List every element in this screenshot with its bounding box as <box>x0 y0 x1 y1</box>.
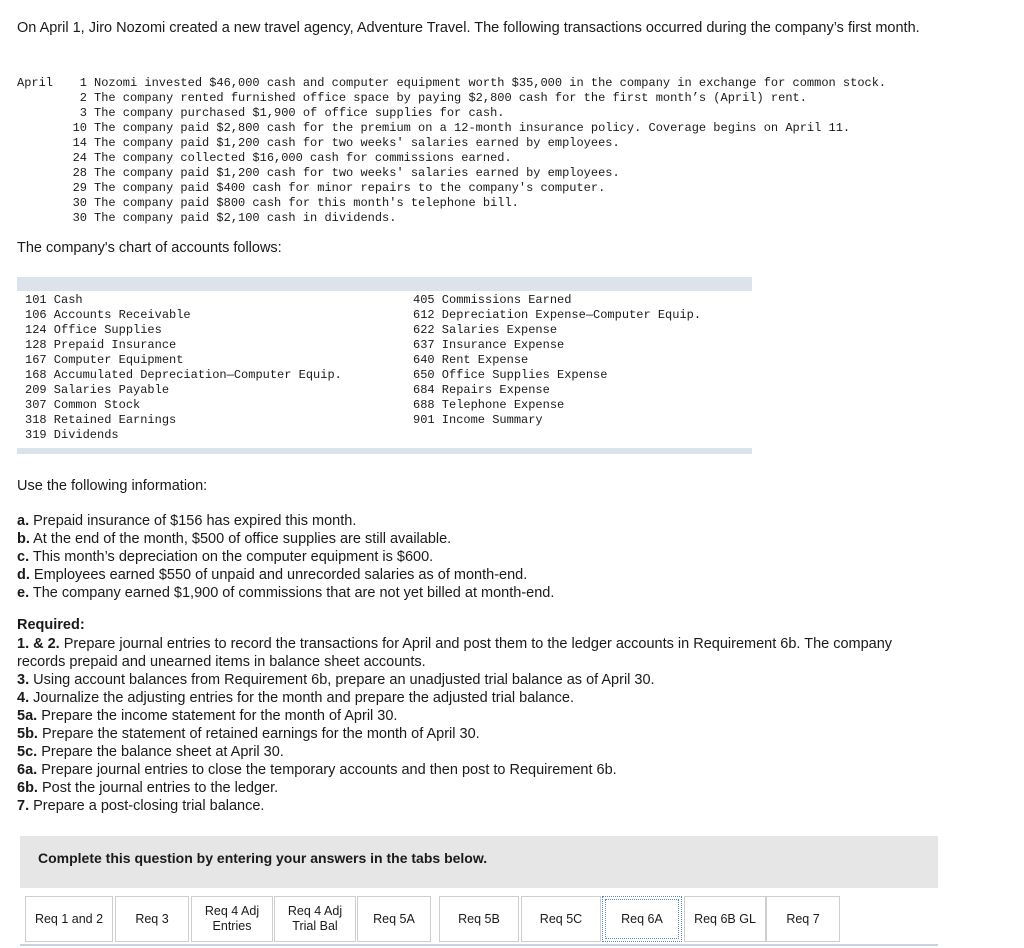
transaction-row <box>17 91 886 106</box>
transaction-month <box>17 196 67 211</box>
required-heading: Required: <box>17 617 85 633</box>
transaction-text: The company paid $1,200 cash for two weeks' salaries earned by employees. <box>94 136 620 150</box>
required-item-text: Prepare journal entries to record the transactions for April and post them to the ledger accounts in Requirement 6b. The company records prepaid and unearned items in balance sheet accounts. <box>17 636 893 670</box>
transaction-row <box>17 76 886 91</box>
transaction-text: The company paid $2,800 cash for the premium on a 12-month insurance policy. Coverage begins on April 11. <box>94 121 851 135</box>
account-item: 622 Salaries Expense <box>413 323 558 337</box>
transaction-text: The company purchased $1,900 of office supplies for cash. <box>94 106 505 120</box>
info-item <box>17 584 554 602</box>
transaction-day: 10 <box>72 121 87 135</box>
table-footer-bar <box>17 448 752 454</box>
transaction-month <box>17 211 67 226</box>
account-item: 124 Office Supplies <box>25 323 162 337</box>
account-item: 209 Salaries Payable <box>25 383 170 397</box>
required-item-label: 4. <box>17 690 30 706</box>
transaction-text: Nozomi invested $46,000 cash and computer equipment worth $35,000 in the company in exchange for common stock. <box>94 76 887 90</box>
tab-req-7[interactable]: Req 7 <box>766 896 840 942</box>
required-item-text: Using account balances from Requirement 6b, prepare an unadjusted trial balance as of April 30. <box>33 672 655 688</box>
required-item-text: Prepare a post-closing trial balance. <box>33 798 265 814</box>
transactions-table <box>17 76 886 226</box>
required-item <box>17 779 917 797</box>
required-item-label: 5a. <box>17 708 38 724</box>
info-item <box>17 530 554 548</box>
transaction-row <box>17 196 886 211</box>
account-item: 167 Computer Equipment <box>25 353 184 367</box>
transaction-text: The company rented furnished office space by paying $2,800 cash for the first month’s (April) rent. <box>94 91 807 105</box>
transaction-month: April <box>17 76 54 90</box>
account-item: 168 Accumulated Depreciation—Computer Equip. <box>25 368 342 382</box>
account-item: 637 Insurance Expense <box>413 338 565 352</box>
required-item <box>17 707 917 725</box>
tab-req-4-adj-trial-bal[interactable]: Req 4 Adj Trial Bal <box>274 896 356 942</box>
required-item <box>17 761 917 779</box>
required-item <box>17 725 917 743</box>
information-heading: Use the following information: <box>17 478 208 494</box>
transaction-text: The company collected $16,000 cash for commissions earned. <box>94 151 512 165</box>
transaction-row <box>17 136 886 151</box>
chart-of-accounts-heading: The company's chart of accounts follows: <box>17 240 282 256</box>
transaction-row <box>17 166 886 181</box>
required-item <box>17 671 917 689</box>
transaction-day: 2 <box>79 91 87 105</box>
tab-req-5a[interactable]: Req 5A <box>357 896 431 942</box>
information-list <box>17 512 554 602</box>
required-item-label: 5b. <box>17 726 38 742</box>
required-list <box>17 635 917 815</box>
transaction-row <box>17 151 886 166</box>
transaction-day: 1 <box>79 76 87 90</box>
table-header-bar <box>17 277 752 291</box>
required-item-text: Post the journal entries to the ledger. <box>41 780 279 796</box>
transaction-text: The company paid $400 cash for minor repairs to the company's computer. <box>94 181 606 195</box>
account-item: 684 Repairs Expense <box>413 383 550 397</box>
required-item-label: 7. <box>17 798 30 814</box>
tab-req-5b[interactable]: Req 5B <box>439 896 519 942</box>
required-item <box>17 797 917 815</box>
info-item <box>17 566 554 584</box>
required-item-label: 5c. <box>17 744 38 760</box>
transaction-text: The company paid $2,100 cash in dividends. <box>94 211 397 225</box>
tab-req-6b-gl[interactable]: Req 6B GL <box>684 896 766 942</box>
account-item: 650 Office Supplies Expense <box>413 368 608 382</box>
required-item-text: Prepare the statement of retained earnings for the month of April 30. <box>41 726 480 742</box>
tab-req-3[interactable]: Req 3 <box>115 896 189 942</box>
account-item: 688 Telephone Expense <box>413 398 565 412</box>
transaction-month <box>17 91 67 106</box>
transaction-day: 24 <box>72 151 87 165</box>
account-item: 318 Retained Earnings <box>25 413 177 427</box>
account-item: 612 Depreciation Expense—Computer Equip. <box>413 308 702 322</box>
transaction-day: 29 <box>72 181 87 195</box>
tab-req-5c[interactable]: Req 5C <box>521 896 601 942</box>
account-item: 101 Cash <box>25 293 83 307</box>
accounts-column-left <box>25 293 342 443</box>
required-item-text: Prepare journal entries to close the temporary accounts and then post to Requirement 6b. <box>41 762 617 778</box>
transaction-row <box>17 121 886 136</box>
account-item: 307 Common Stock <box>25 398 141 412</box>
transaction-month <box>17 166 67 181</box>
transaction-row <box>17 181 886 196</box>
info-item <box>17 512 554 530</box>
intro-text: On April 1, Jiro Nozomi created a new travel agency, Adventure Travel. The following transactions occurred during the company’s first month. <box>17 20 920 36</box>
transaction-month <box>17 181 67 196</box>
required-item-text: Prepare the income statement for the month of April 30. <box>41 708 398 724</box>
transaction-row <box>17 106 886 121</box>
transaction-month <box>17 121 67 136</box>
transaction-day: 3 <box>79 106 87 120</box>
account-item: 640 Rent Expense <box>413 353 529 367</box>
tab-req-1-and-2[interactable]: Req 1 and 2 <box>25 896 113 942</box>
accounts-column-right <box>413 293 701 428</box>
requirement-tabs <box>20 896 938 946</box>
info-item-text: The company earned $1,900 of commissions that are not yet billed at month-end. <box>32 585 555 601</box>
info-item-label: b. <box>17 531 30 547</box>
required-item-text: Journalize the adjusting entries for the month and prepare the adjusted trial balance. <box>33 690 574 706</box>
tab-req-6a[interactable]: Req 6A <box>602 896 682 942</box>
info-item-label: a. <box>17 513 30 529</box>
transaction-month <box>17 151 67 166</box>
panel-instruction: Complete this question by entering your answers in the tabs below. <box>38 850 488 866</box>
required-item <box>17 743 917 761</box>
account-item: 405 Commissions Earned <box>413 293 572 307</box>
tab-req-4-adj-entries[interactable]: Req 4 Adj Entries <box>191 896 273 942</box>
transaction-month <box>17 136 67 151</box>
required-item-label: 6a. <box>17 762 38 778</box>
info-item-label: d. <box>17 567 30 583</box>
required-item-label: 3. <box>17 672 30 688</box>
account-item: 128 Prepaid Insurance <box>25 338 177 352</box>
required-item <box>17 689 917 707</box>
account-item: 106 Accounts Receivable <box>25 308 191 322</box>
transaction-text: The company paid $800 cash for this month's telephone bill. <box>94 196 519 210</box>
transaction-month <box>17 106 67 121</box>
account-item: 901 Income Summary <box>413 413 543 427</box>
info-item <box>17 548 554 566</box>
transaction-day: 28 <box>72 166 87 180</box>
transaction-row <box>17 211 886 226</box>
transaction-text: The company paid $1,200 cash for two weeks' salaries earned by employees. <box>94 166 620 180</box>
required-item <box>17 635 917 671</box>
info-item-text: Employees earned $550 of unpaid and unrecorded salaries as of month-end. <box>33 567 528 583</box>
required-item-text: Prepare the balance sheet at April 30. <box>41 744 284 760</box>
transaction-day: 14 <box>72 136 87 150</box>
info-item-text: Prepaid insurance of $156 has expired this month. <box>33 513 357 529</box>
transaction-day: 30 <box>72 211 87 225</box>
account-item: 319 Dividends <box>25 428 119 442</box>
required-item-label: 6b. <box>17 780 38 796</box>
instructions-panel <box>20 836 938 888</box>
chart-of-accounts-table <box>17 277 752 455</box>
info-item-text: This month’s depreciation on the computer equipment is $600. <box>32 549 434 565</box>
info-item-label: e. <box>17 585 30 601</box>
info-item-label: c. <box>17 549 30 565</box>
required-item-label: 1. & 2. <box>17 636 60 652</box>
transaction-day: 30 <box>72 196 87 210</box>
info-item-text: At the end of the month, $500 of office supplies are still available. <box>33 531 452 547</box>
